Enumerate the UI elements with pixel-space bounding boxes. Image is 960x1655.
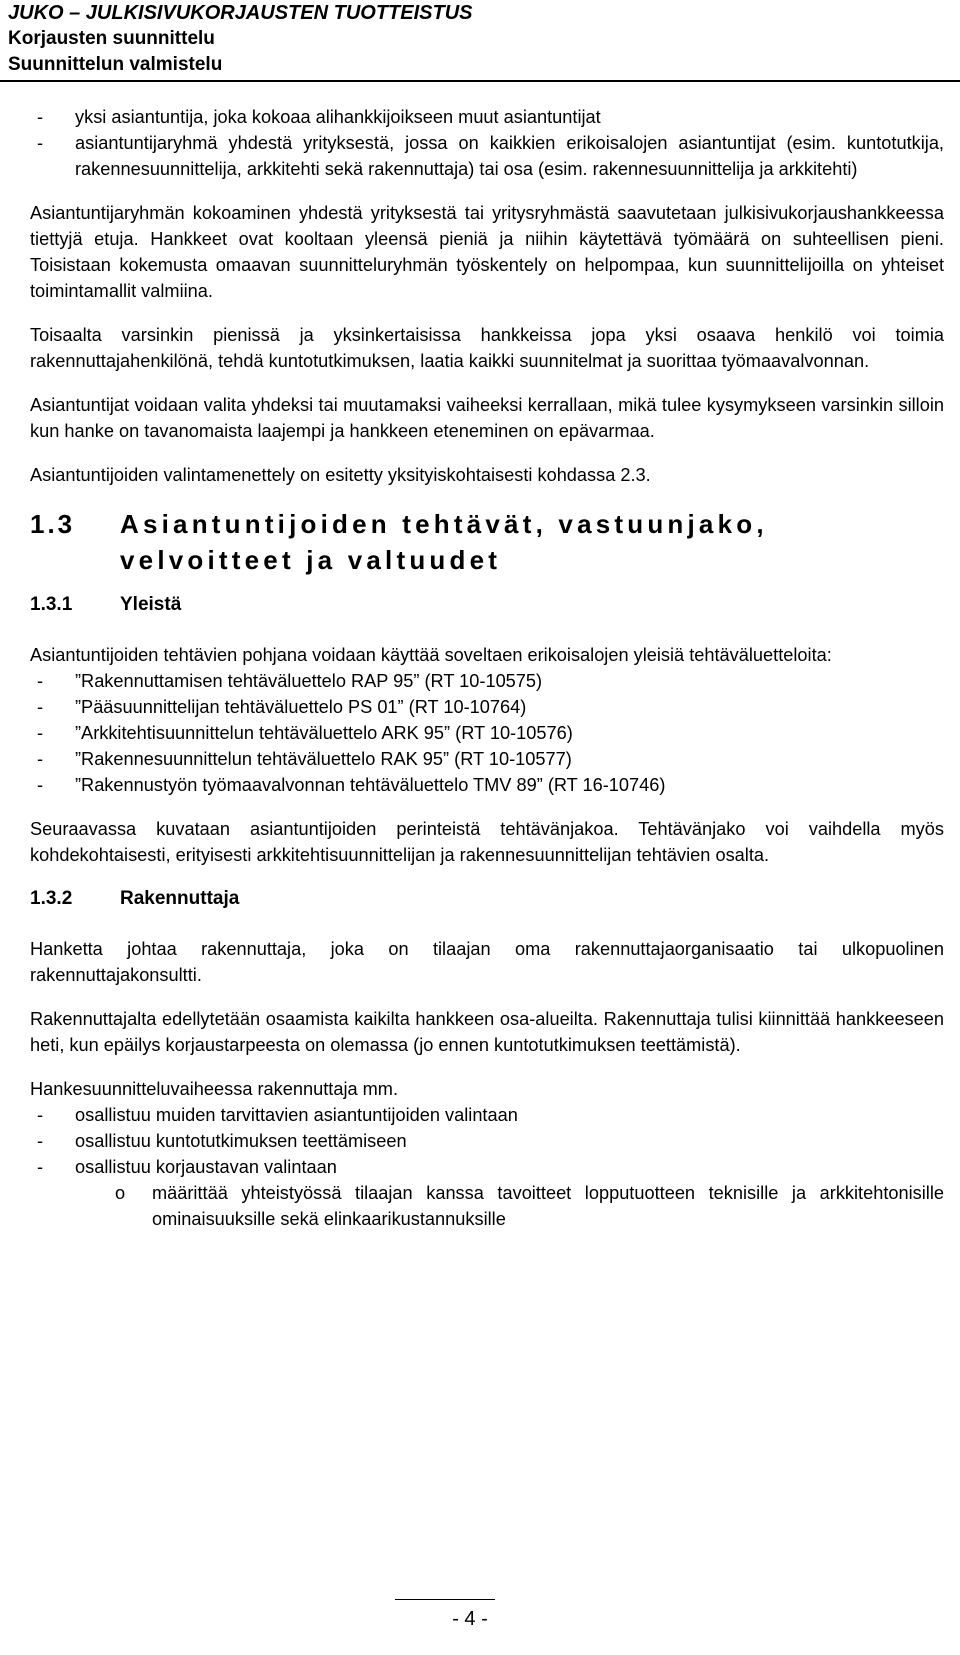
list-item-text: yksi asiantuntija, joka kokoaa alihankkijoikseen muut asiantuntijat xyxy=(75,107,601,127)
list-marker: - xyxy=(37,1105,44,1125)
list-item-text: ”Rakennuttamisen tehtäväluettelo RAP 95” (RT 10-10575) xyxy=(75,671,543,691)
paragraph: Asiantuntijoiden tehtävien pohjana voidaan käyttää soveltaen erikoisalojen yleisiä tehtäväluetteloita: xyxy=(30,645,832,665)
list-marker: - xyxy=(37,723,44,743)
list-item-text: ”Rakennustyön työmaavalvonnan tehtäväluettelo TMV 89” (RT 16-10746) xyxy=(75,775,666,795)
list-marker: - xyxy=(37,1157,44,1177)
header-section-title: Suunnittelun valmistelu xyxy=(8,54,223,75)
list-marker: - xyxy=(37,697,44,717)
subsection-number: 1.3.2 xyxy=(30,888,73,909)
list-item xyxy=(30,1102,944,1128)
list-item-text: ”Rakennesuunnittelun tehtäväluettelo RAK 95” (RT 10-10577) xyxy=(75,749,572,769)
list-item xyxy=(30,104,944,130)
subsection-title: Rakennuttaja xyxy=(120,888,240,909)
list-item-text: ”Pääsuunnittelijan tehtäväluettelo PS 01” (RT 10-10764) xyxy=(75,697,527,717)
sub-list-item-text: määrittää yhteistyössä tilaajan kanssa tavoitteet lopputuotteen teknisille ja arkkitehtonisille ominaisuuksille sekä elinkaarikustannuksille xyxy=(152,1183,944,1229)
document-body xyxy=(30,104,944,1250)
list-item xyxy=(30,746,944,772)
duty-list xyxy=(30,1102,944,1232)
list-item xyxy=(30,720,944,746)
page-number: - 4 - xyxy=(452,1608,488,1630)
header-rule xyxy=(0,80,960,82)
list-marker: - xyxy=(37,107,44,127)
running-header xyxy=(8,0,473,78)
list-item xyxy=(30,772,944,798)
subsection-heading-1-3-1 xyxy=(30,592,944,618)
paragraph: Asiantuntijoiden valintamenettely on esitetty yksityiskohtaisesti kohdassa 2.3. xyxy=(30,465,651,485)
list-item-text: ”Arkkitehtisuunnittelun tehtäväluettelo ARK 95” (RT 10-10576) xyxy=(75,723,573,743)
list-item xyxy=(30,668,944,694)
paragraph: Rakennuttajalta edellytetään osaamista kaikilta hankkeen osa-alueilta. Rakennuttaja tulisi kiinnittää hankkeeseen heti, kun epäilys korjaustarpeesta on olemassa (jo ennen kuntotutkimuksen teettämistä). xyxy=(30,1009,944,1055)
sub-list-item xyxy=(30,1180,944,1232)
list-marker: - xyxy=(37,775,44,795)
list-marker: - xyxy=(37,1131,44,1151)
header-chapter-title: Korjausten suunnittelu xyxy=(8,28,215,49)
paragraph: Hanketta johtaa rakennuttaja, joka on tilaajan oma rakennuttajaorganisaatio tai ulkopuolinen rakennuttajakonsultti. xyxy=(30,939,944,985)
section-heading-1-3 xyxy=(30,506,944,578)
paragraph: Hankesuunnitteluvaiheessa rakennuttaja mm. xyxy=(30,1079,399,1099)
task-list xyxy=(30,668,944,798)
header-series-title: JUKO – JULKISIVUKORJAUSTEN TUOTTEISTUS xyxy=(8,2,473,24)
footer-rule xyxy=(395,1599,495,1600)
paragraph: Seuraavassa kuvataan asiantuntijoiden perinteistä tehtävänjakoa. Tehtävänjako voi vaihdella myös kohdekohtaisesti, erityisesti arkkitehtisuunnittelijan ja rakennesuunnittelijan tehtävien osalta. xyxy=(30,819,944,865)
list-item-text: asiantuntijaryhmä yhdestä yrityksestä, jossa on kaikkien erikoisalojen asiantuntijat (esim. kuntotutkija, rakennesuunnittelija, arkkitehti sekä rakennuttaja) tai osa (esim. rakennesuunnittelija ja arkkitehti) xyxy=(75,133,944,179)
list-item-text: osallistuu kuntotutkimuksen teettämiseen xyxy=(75,1131,407,1151)
list-marker: - xyxy=(37,749,44,769)
section-number: 1.3 xyxy=(30,509,76,539)
list-item xyxy=(30,1154,944,1180)
paragraph: Asiantuntijaryhmän kokoaminen yhdestä yrityksestä tai yritysryhmästä saavutetaan julkisivukorjaushankkeessa tiettyjä etuja. Hankkeet ovat kooltaan yleensä pieniä ja niihin käytettävä työmäärä on suhteellisen pieni. Toisistaan kokemusta omaavan suunnitteluryhmän työskentely on helpompaa, kun suunnittelijoilla on yhteiset toimintamallit valmiina. xyxy=(30,203,944,301)
list-marker: - xyxy=(37,133,44,153)
list-item-text: osallistuu korjaustavan valintaan xyxy=(75,1157,337,1177)
paragraph: Asiantuntijat voidaan valita yhdeksi tai muutamaksi vaiheeksi kerrallaan, mikä tulee kysymykseen varsinkin silloin kun hanke on tavanomaista laajempi ja hankkeen eteneminen on epävarmaa. xyxy=(30,395,944,441)
list-item xyxy=(30,694,944,720)
sub-list-marker: o xyxy=(115,1183,126,1203)
intro-list xyxy=(30,104,944,182)
subsection-heading-1-3-2 xyxy=(30,886,944,912)
subsection-title: Yleistä xyxy=(120,594,182,615)
section-title: Asiantuntijoiden tehtävät, vastuunjako, velvoitteet ja valtuudet xyxy=(120,509,768,575)
list-item xyxy=(30,1128,944,1154)
paragraph: Toisaalta varsinkin pienissä ja yksinkertaisissa hankkeissa jopa yksi osaava henkilö voi toimia rakennuttajahenkilönä, tehdä kuntotutkimuksen, laatia kaikki suunnitelmat ja suorittaa työmaavalvonnan. xyxy=(30,325,944,371)
list-item-text: osallistuu muiden tarvittavien asiantuntijoiden valintaan xyxy=(75,1105,518,1125)
list-item xyxy=(30,130,944,182)
list-marker: - xyxy=(37,671,44,691)
subsection-number: 1.3.1 xyxy=(30,594,73,615)
